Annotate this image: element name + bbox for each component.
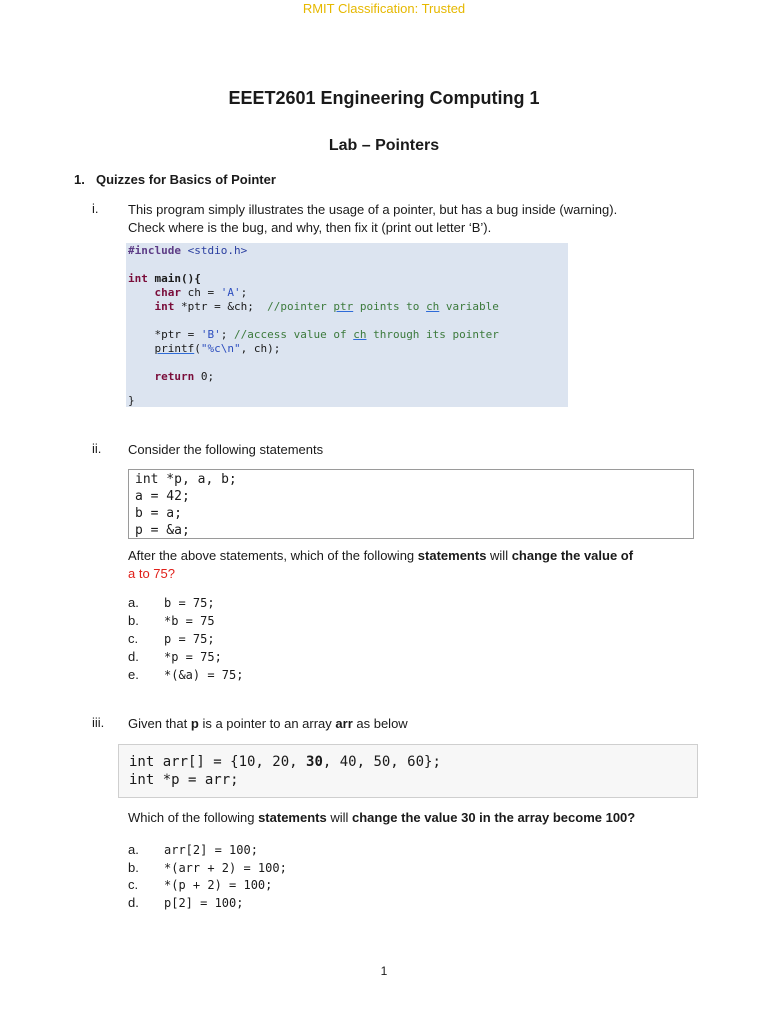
option-code: *(arr + 2) = 100;: [164, 861, 287, 875]
option-code: *b = 75: [164, 614, 215, 628]
question-1-text: [128, 201, 688, 237]
question-2-text: [128, 547, 688, 583]
code-line: int *p = arr;: [129, 772, 239, 788]
question-3-text: Which of the following statements will change the value 30 in the array become 100?: [128, 810, 636, 825]
code-line-include: #include <stdio.h>: [128, 244, 248, 257]
classification-label: RMIT Classification: Trusted: [302, 1, 466, 16]
question-1-number: i.: [92, 201, 99, 216]
option-letter: c.: [128, 631, 139, 646]
course-title: EEET2601 Engineering Computing 1: [228, 88, 540, 108]
code-line-char: char ch = 'A';: [154, 286, 248, 299]
option-letter: d.: [128, 649, 139, 664]
code-block-statements: [128, 469, 694, 539]
option-code: *p = 75;: [164, 650, 222, 664]
option-letter: e.: [128, 667, 139, 682]
lab-title: Lab – Pointers: [328, 137, 440, 154]
code-line: p = &a;: [135, 523, 190, 538]
option-letter: a.: [128, 595, 139, 610]
option-letter: c.: [128, 877, 139, 892]
page-number: 1: [380, 964, 388, 978]
question-2-intro: Consider the following statements: [128, 442, 324, 457]
option-code: arr[2] = 100;: [164, 843, 258, 857]
option-code: p[2] = 100;: [164, 896, 244, 910]
section-number: 1.: [74, 172, 85, 187]
section-title: Quizzes for Basics of Pointer: [96, 172, 276, 187]
code-line-main: int main(){: [128, 272, 201, 285]
option-letter: b.: [128, 613, 139, 628]
option-letter: a.: [128, 842, 139, 857]
option-code: *(p + 2) = 100;: [164, 878, 273, 892]
option-letter: b.: [128, 860, 139, 875]
question-1-line-2: Check where is the bug, and why, then fix it (print out letter ‘B’).: [128, 220, 492, 235]
code-line-printf: printf("%c\n", ch);: [154, 342, 281, 355]
code-line-int-ptr: int *ptr = &ch; //pointer ptr points to ch variable: [154, 300, 499, 313]
section-heading: [74, 172, 276, 187]
code-line-close-brace: }: [128, 394, 135, 407]
question-3-intro: Given that p is a pointer to an array arr as below: [128, 716, 408, 731]
question-2-line-2: a to 75?: [128, 566, 175, 581]
question-3-number: iii.: [92, 715, 105, 730]
question-1-line-1: This program simply illustrates the usage of a pointer, but has a bug inside (warning).: [128, 202, 618, 217]
code-line: b = a;: [135, 506, 182, 521]
question-2-number: ii.: [92, 441, 102, 456]
option-code: *(&a) = 75;: [164, 668, 244, 682]
code-block-array: [118, 744, 698, 798]
option-code: b = 75;: [164, 596, 215, 610]
option-letter: d.: [128, 895, 139, 910]
code-line-return: return 0;: [154, 370, 215, 383]
option-code: p = 75;: [164, 632, 215, 646]
code-line-assign: *ptr = 'B'; //access value of ch through its pointer: [154, 328, 499, 341]
code-block-pointer-program: [126, 243, 568, 407]
code-line: int arr[] = {10, 20, 30, 40, 50, 60};: [129, 754, 441, 770]
question-2-line-1: After the above statements, which of the following statements will change the value of: [128, 548, 634, 563]
code-line: a = 42;: [135, 489, 190, 504]
code-line: int *p, a, b;: [135, 472, 237, 487]
